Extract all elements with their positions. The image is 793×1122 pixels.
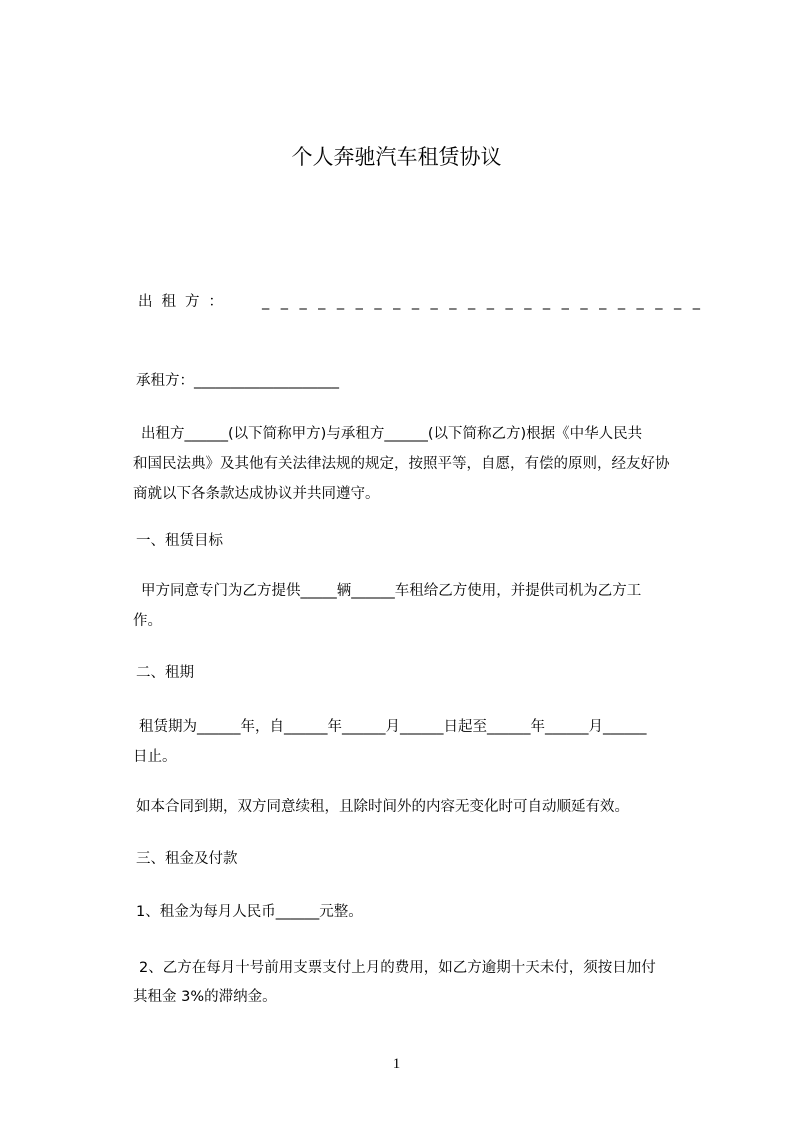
section-3-item-1: 1、租金为每月人民币______元整。	[136, 904, 363, 920]
section-2-renewal: 如本合同到期，双方同意续租，且除时间外的内容无变化时可自动顺延有效。	[136, 799, 629, 815]
section-2-line-1: 租赁期为______年，自______年______月______日起至______年______月______	[139, 719, 647, 735]
lessor-blank: _ _ _ _ _ _ _ _ _ _ _ _ _ _ _ _ _ _ _ _ _ _ _ _	[262, 294, 700, 310]
document-title: 个人奔驰汽车租赁协议	[291, 145, 502, 169]
section-3-item-2-line-1: 2、乙方在每月十号前用支票支付上月的费用，如乙方逾期十天未付，须按日加付	[139, 960, 656, 976]
section-2-heading: 二、租期	[136, 665, 194, 681]
section-1-heading: 一、租赁目标	[136, 533, 223, 549]
section-3-heading: 三、租金及付款	[136, 851, 238, 867]
lessee-line: 承租方：____________________	[136, 373, 339, 389]
intro-line-1: 出租方______(以下简称甲方)与承租方______(以下简称乙方)根据《中华人民共	[141, 426, 643, 442]
page-number: 1	[392, 1056, 401, 1072]
section-1-line-1: 甲方同意专门为乙方提供_____辆______车租给乙方使用，并提供司机为乙方工	[141, 583, 642, 599]
lessor-label: 出租方：	[138, 294, 232, 310]
intro-line-3: 商就以下各条款达成协议并共同遵守。	[133, 486, 380, 502]
intro-line-2: 和国民法典》及其他有关法律法规的规定，按照平等，自愿，有偿的原则，经友好协	[133, 456, 670, 472]
section-3-item-2-line-2: 其租金 3%的滞纳金。	[133, 989, 277, 1005]
section-2-line-2: 日止。	[133, 749, 177, 765]
section-1-line-2: 作。	[133, 613, 162, 629]
